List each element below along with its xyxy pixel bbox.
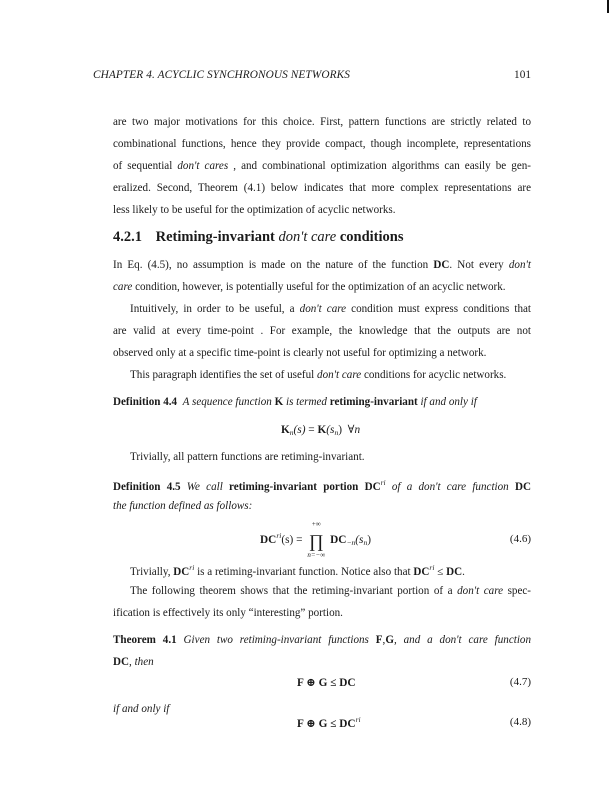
intro-line-5: less likely to be useful for the optimization of acyclic networks. [113, 204, 396, 216]
para2-line-1: Intuitively, in order to be useful, a don't care condition must express conditions that [130, 303, 532, 315]
para4-line-2: ification is effectively its only “interesting” portion. [113, 607, 343, 619]
definition-label: Definition 4.4 [113, 396, 178, 408]
para2-line-3: observed only at a specific time-point is clearly not useful for optimizing a network. [113, 347, 487, 359]
section-number: 4.2.1 [113, 229, 142, 245]
intro-line-3: of sequential don't cares , and combinational optimization algorithms can easily be gen- [113, 160, 531, 172]
page-number: 101 [514, 69, 531, 81]
equation-retiming-invariant: $K_n(s) = K(s_n)$ ∀n [281, 424, 361, 437]
after-def-4-4: Trivially, all pattern functions are retiming-invariant. [130, 451, 365, 463]
para1-line-1: In Eq. (4.5), no assumption is made on the nature of the function DC. Not every don't [113, 259, 531, 271]
para3-line: This paragraph identifies the set of useful don't care conditions for acyclic networks. [130, 369, 507, 381]
intro-line-4: eralized. Second, Theorem (4.1) below indicates that more complex representations are [113, 182, 531, 194]
equation-4-8: F ⊕ $G \le DC^{ri}$ [297, 715, 361, 730]
theorem-4-1-line-1: Theorem 4.1 Given two retiming-invariant functions F,G, and a don't care function [113, 634, 531, 646]
para1-line-2: care condition, however, is potentially useful for the optimization of an acyclic network. [113, 281, 506, 293]
equation-4-6: $DC^{ri}(s)$ = +∞ ∏ n=−∞ $DC_{-n}(s_n)$ [260, 520, 371, 559]
equation-number-4-8: (4.8) [509, 716, 531, 728]
product-symbol: +∞ ∏ n=−∞ [307, 520, 326, 559]
definition-4-5-line-2: the function defined as follows: [113, 500, 253, 512]
equation-4-7: F ⊕ G ≤ DC [297, 677, 356, 689]
running-header-title: CHAPTER 4. ACYCLIC SYNCHRONOUS NETWORKS [93, 69, 350, 81]
definition-label: Definition 4.5 [113, 481, 181, 493]
equation-number-4-6: (4.6) [509, 533, 531, 545]
scan-edge-mark [607, 0, 609, 13]
definition-4-4: Definition 4.4 A sequence function K is termed retiming-invariant if and only if [113, 396, 477, 408]
after-def-4-5: Trivially, $DC^{ri}$ is a retiming-invariant function. Notice also that $DC^{ri}$ ≤ DC. [130, 563, 465, 578]
para2-line-2: are valid at every time-point . For example, the knowledge that the outputs are not [113, 325, 531, 337]
theorem-label: Theorem 4.1 [113, 634, 177, 646]
para4-line-1: The following theorem shows that the retiming-invariant portion of a don't care spec- [130, 585, 532, 597]
theorem-connector: if and only if [113, 703, 170, 715]
equation-number-4-7: (4.7) [509, 676, 531, 688]
emphasis-dont-cares: don't cares [177, 160, 229, 172]
section-heading: 4.2.1 Retiming-invariant don't care conditions [113, 229, 404, 245]
intro-line-2: combinational functions, hence they provide compact, though incomplete, representations [113, 138, 531, 150]
intro-line-1: are two major motivations for this choice. First, pattern functions are strictly related to [113, 116, 531, 128]
theorem-4-1-line-2: DC, then [113, 656, 154, 668]
definition-4-5-line-1: Definition 4.5 We call retiming-invariant portion $DC^{ri}$ of a don't care function DC [113, 478, 531, 493]
